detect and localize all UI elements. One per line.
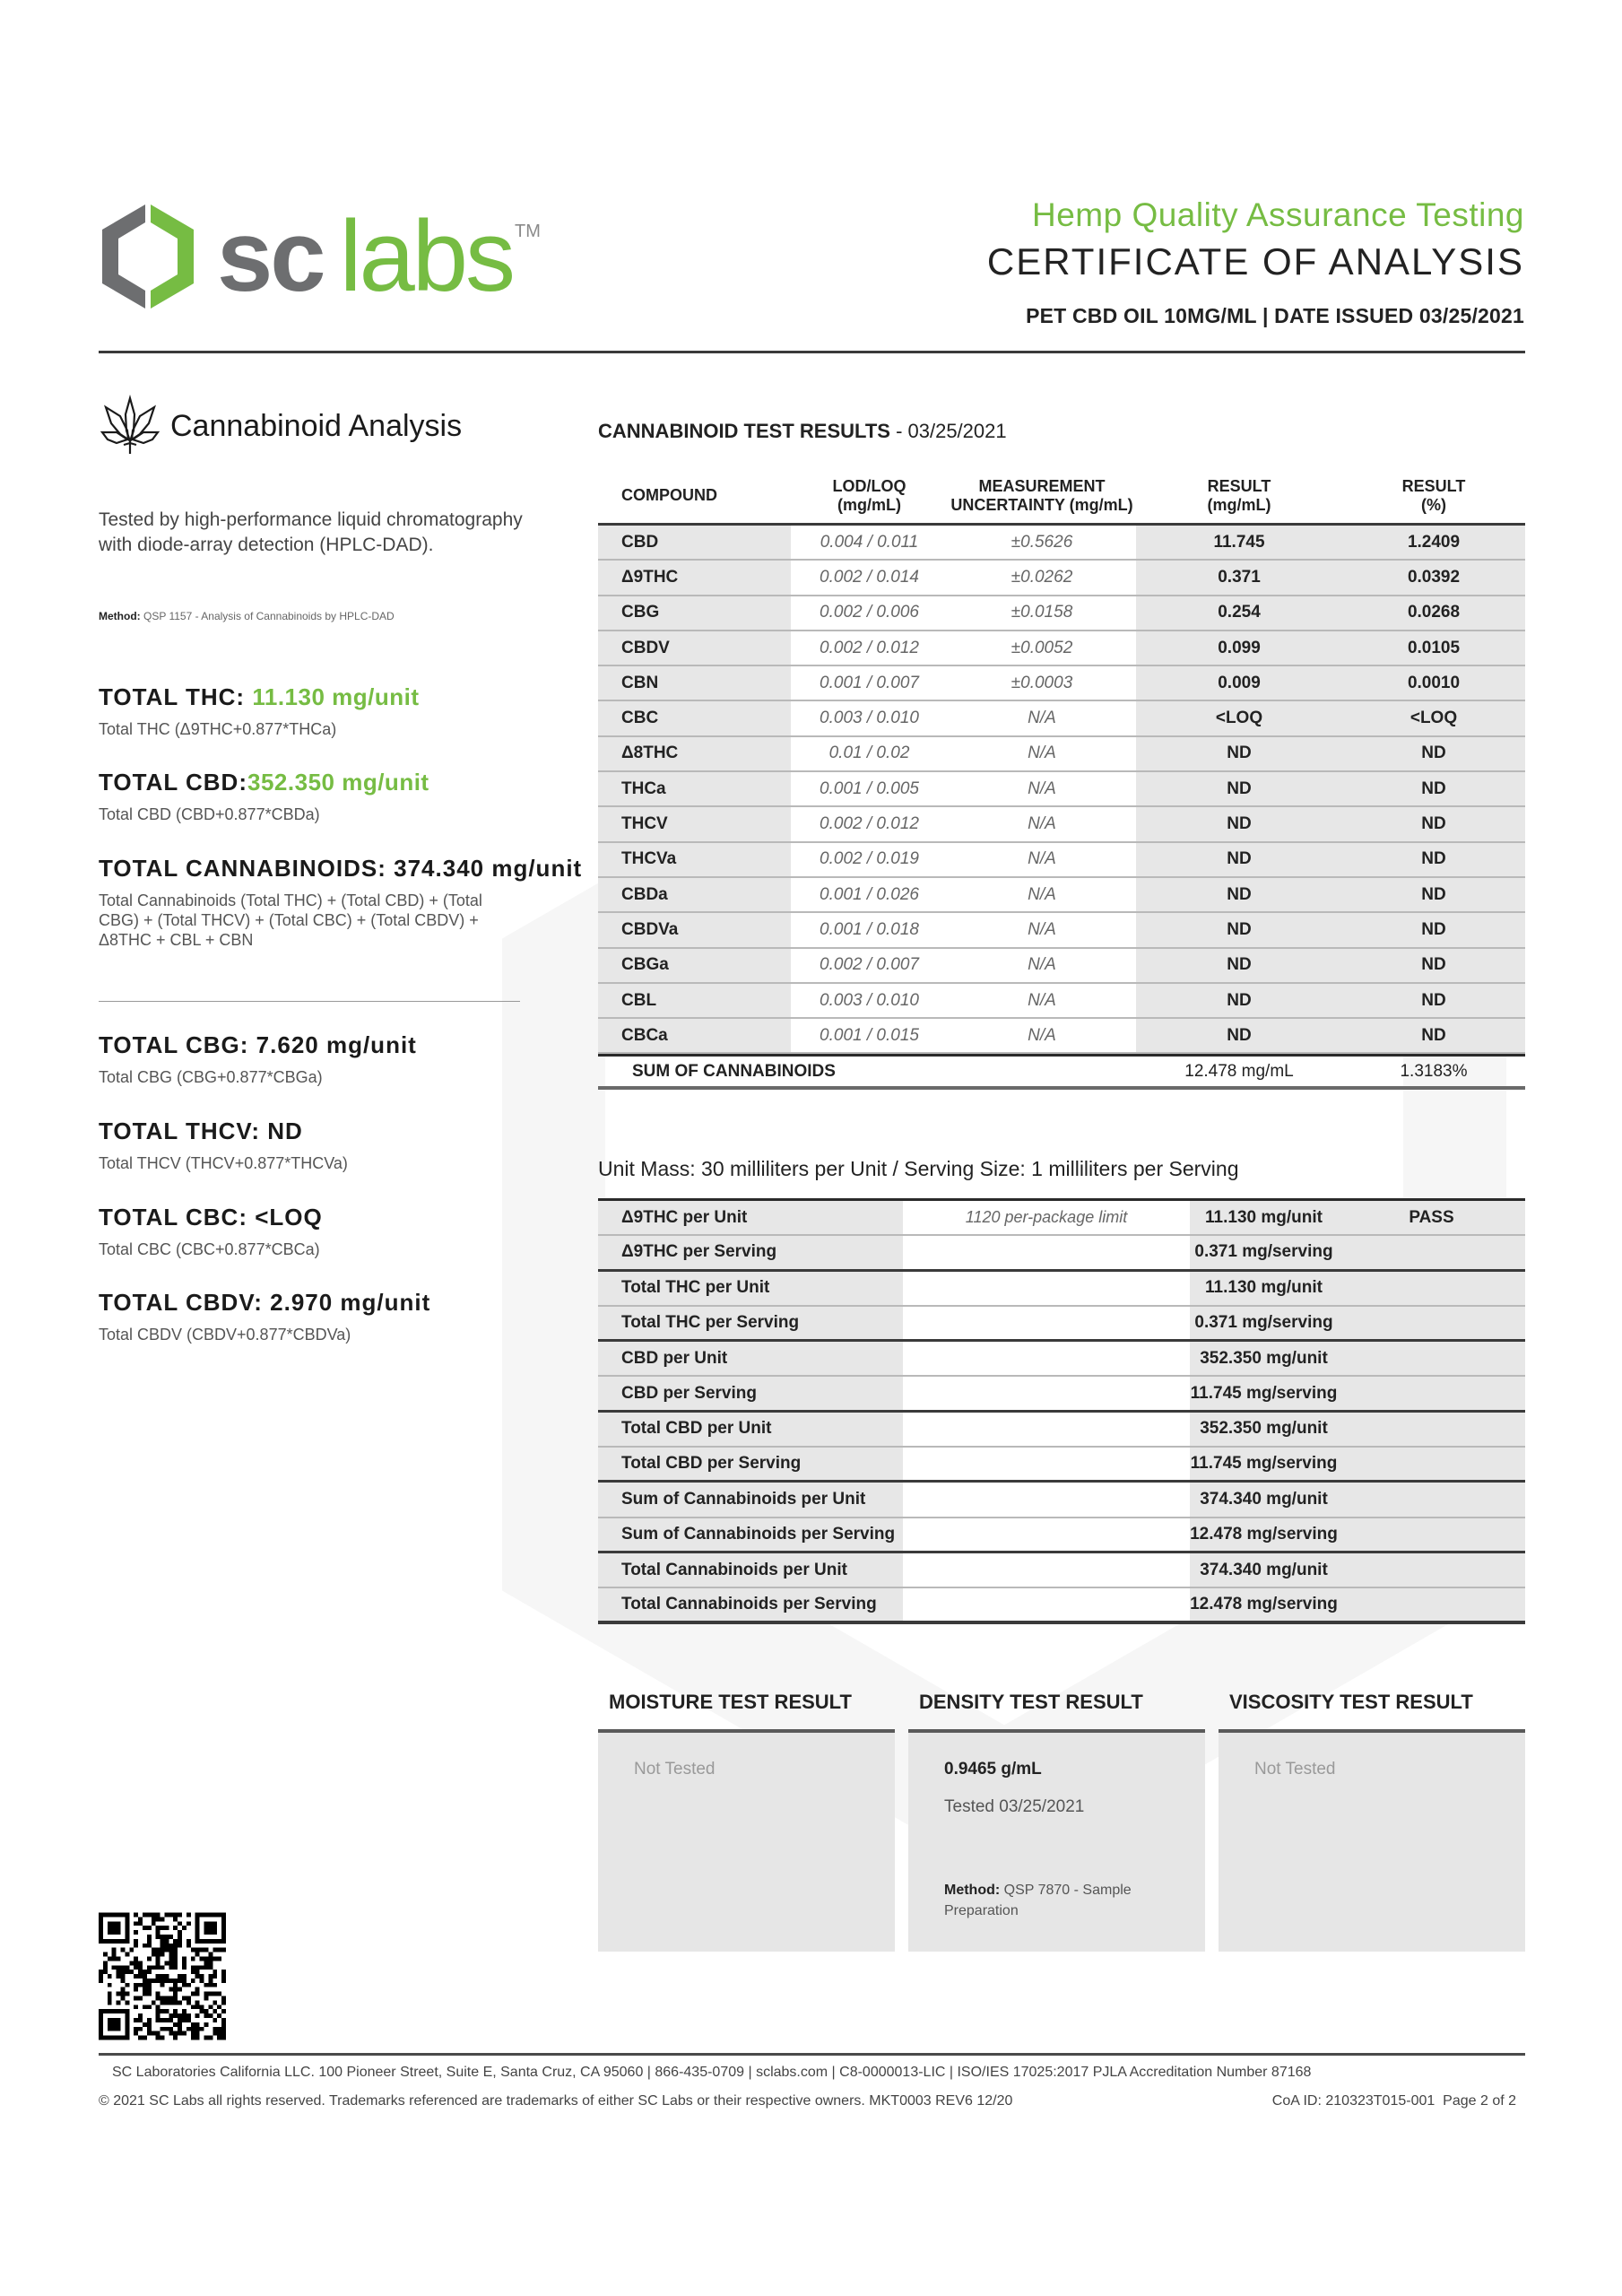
moisture-test (598, 1686, 895, 1952)
unit-label-cell: Sum of Cannabinoids per Serving (621, 1524, 896, 1544)
table-row (598, 666, 1525, 701)
unit-status-cell (1338, 1272, 1525, 1305)
result-pct-cell: 0.0105 (1407, 638, 1461, 657)
compound-cell: CBG (621, 603, 660, 622)
unit-value-cell: 12.478 mg/serving (1190, 1524, 1338, 1544)
table-title-date: - 03/25/2021 (896, 420, 1007, 442)
unit-status-cell (1338, 1342, 1525, 1375)
total-formula: Total CBC (CBC+0.877*CBCa) (99, 1240, 320, 1258)
uncertainty-cell: N/A (948, 1019, 1136, 1052)
unit-table-row (598, 1518, 1525, 1553)
moisture-body (598, 1729, 895, 1952)
unit-limit-cell: 1120 per-package limit (903, 1201, 1190, 1234)
result-mg-cell: ND (1227, 849, 1252, 869)
left-divider (99, 1001, 520, 1002)
lod-loq-cell: 0.003 / 0.010 (791, 984, 948, 1017)
unit-label-cell: Δ9THC per Serving (621, 1242, 777, 1262)
lod-loq-cell: 0.001 / 0.026 (791, 878, 948, 911)
result-pct-cell: ND (1421, 744, 1446, 763)
unit-label-cell: Total THC per Unit (621, 1278, 770, 1298)
total-label: TOTAL THCV: (99, 1118, 260, 1144)
table-row (598, 701, 1525, 736)
unit-table-row (598, 1272, 1525, 1307)
viscosity-title: VISCOSITY TEST RESULT (1229, 1691, 1473, 1713)
result-mg-cell: <LOQ (1215, 709, 1263, 728)
compound-cell: CBCa (621, 1025, 668, 1045)
unit-limit-cell (903, 1342, 1190, 1375)
total-cbc (99, 1204, 323, 1259)
total-cbd (99, 769, 429, 824)
table-row (598, 772, 1525, 807)
cannabis-leaf-icon (100, 395, 160, 457)
coa-id: CoA ID: 210323T015-001 (1271, 2093, 1436, 2109)
uncertainty-cell: N/A (948, 737, 1136, 770)
column-header-lod-loq: LOD/LOQ (mg/mL) (832, 476, 906, 514)
unit-value-cell: 374.340 mg/unit (1200, 1490, 1328, 1509)
unit-limit-cell (903, 1483, 1190, 1516)
uncertainty-cell: ±0.5626 (948, 526, 1136, 559)
unit-table-row (598, 1483, 1525, 1518)
column-header-result-pct: RESULT (%) (1401, 476, 1466, 514)
result-mg-cell: ND (1227, 1025, 1252, 1045)
total-label: TOTAL THC: (99, 683, 246, 710)
table-row (598, 596, 1525, 631)
compound-cell: CBC (621, 709, 659, 728)
result-pct-cell: ND (1421, 814, 1446, 834)
unit-value-cell: 352.350 mg/unit (1200, 1348, 1328, 1368)
unit-label-cell: Total Cannabinoids per Unit (621, 1560, 847, 1579)
unit-limit-cell (903, 1307, 1190, 1339)
unit-label-cell: Total CBD per Serving (621, 1454, 802, 1474)
unit-table (598, 1198, 1525, 1624)
document-header (987, 193, 1524, 329)
table-row (598, 913, 1525, 948)
result-pct-cell: ND (1421, 919, 1446, 939)
unit-status-cell (1338, 1236, 1525, 1268)
total-label: TOTAL CBG: (99, 1031, 249, 1058)
total-cannabinoids (99, 855, 582, 950)
lod-loq-cell: 0.004 / 0.011 (791, 526, 948, 559)
result-mg-cell: 11.745 (1213, 532, 1265, 552)
table-header (598, 468, 1525, 526)
unit-table-row (598, 1413, 1525, 1448)
result-pct-cell: ND (1421, 778, 1446, 798)
total-value: <LOQ (255, 1204, 323, 1231)
logo-trademark: TM (515, 222, 541, 241)
unit-value-cell: 0.371 mg/serving (1194, 1242, 1333, 1262)
total-label: TOTAL CBD: (99, 769, 247, 796)
table-row (598, 878, 1525, 913)
result-mg-cell: ND (1227, 990, 1252, 1010)
unit-table-row (598, 1201, 1525, 1236)
total-label: TOTAL CBDV: (99, 1289, 263, 1316)
method-text: QSP 1157 - Analysis of Cannabinoids by HPLC-DAD (143, 610, 395, 622)
sum-row (598, 1054, 1525, 1090)
date-issued: DATE ISSUED 03/25/2021 (1274, 304, 1524, 327)
total-value: 11.130 mg/unit (252, 683, 420, 710)
unit-label-cell: CBD per Serving (621, 1383, 757, 1403)
compound-cell: CBN (621, 673, 659, 692)
unit-label-cell: Total Cannabinoids per Serving (621, 1594, 877, 1613)
result-mg-cell: 0.371 (1218, 567, 1261, 587)
lod-loq-cell: 0.002 / 0.014 (791, 561, 948, 594)
unit-value-cell: 11.745 mg/serving (1190, 1454, 1338, 1474)
result-mg-cell: ND (1227, 884, 1252, 904)
total-formula: Total CBD (CBD+0.877*CBDa) (99, 805, 320, 823)
unit-status-cell (1338, 1588, 1525, 1620)
document-title: CERTIFICATE OF ANALYSIS (986, 240, 1524, 283)
analysis-description: Tested by high-performance liquid chromatography with diode-array detection (HPLC-DAD). (99, 509, 523, 555)
result-mg-cell: ND (1227, 778, 1252, 798)
compound-cell: CBD (621, 532, 659, 552)
viscosity-body (1219, 1729, 1525, 1952)
unit-limit-cell (903, 1553, 1190, 1587)
uncertainty-cell: N/A (948, 772, 1136, 805)
result-mg-cell: 0.099 (1218, 638, 1261, 657)
compound-cell: CBDVa (621, 919, 679, 939)
total-cbdv (99, 1289, 430, 1344)
compound-cell: CBL (621, 990, 657, 1010)
total-formula: Total THCV (THCV+0.877*THCVa) (99, 1154, 348, 1172)
header-meta (987, 302, 1524, 329)
total-formula: Total THC (Δ9THC+0.877*THCa) (99, 720, 337, 738)
unit-limit-cell (903, 1236, 1190, 1268)
total-label: TOTAL CBC: (99, 1204, 247, 1231)
table-row (598, 631, 1525, 666)
method-label: Method: (99, 610, 141, 622)
footer-copyright: © 2021 SC Labs all rights reserved. Trademarks referenced are trademarks of either SC Labs or their respective owners. MKT0003 REV6 12/20 (99, 2093, 1013, 2109)
uncertainty-cell: N/A (948, 843, 1136, 876)
unit-status-cell (1338, 1307, 1525, 1339)
footer-divider (99, 2053, 1525, 2056)
result-pct-cell: 0.0268 (1407, 603, 1461, 622)
density-value: 0.9465 g/mL (944, 1760, 1042, 1779)
total-formula: Total Cannabinoids (Total THC) + (Total CBD) + (Total CBG) + (Total THCV) + (Total CBC) + (Total CBDV) + Δ8THC + CBL + CBN (99, 891, 482, 949)
uncertainty-cell: N/A (948, 878, 1136, 911)
lod-loq-cell: 0.002 / 0.006 (791, 596, 948, 630)
table-title-text: CANNABINOID TEST RESULTS (598, 420, 890, 442)
header-separator: | (1262, 304, 1269, 327)
compound-cell: CBDV (621, 638, 670, 657)
unit-table-row (598, 1448, 1525, 1483)
uncertainty-cell: N/A (948, 701, 1136, 735)
lod-loq-cell: 0.002 / 0.019 (791, 843, 948, 876)
table-body (598, 526, 1525, 1054)
unit-value-cell: 12.478 mg/serving (1190, 1594, 1338, 1613)
result-pct-cell: ND (1421, 884, 1446, 904)
unit-status-cell (1338, 1518, 1525, 1551)
unit-status-cell (1338, 1377, 1525, 1409)
compound-cell: THCVa (621, 849, 677, 869)
unit-status-cell (1338, 1483, 1525, 1516)
lod-loq-cell: 0.001 / 0.015 (791, 1019, 948, 1052)
unit-limit-cell (903, 1272, 1190, 1305)
unit-limit-cell (903, 1413, 1190, 1446)
compound-cell: CBGa (621, 955, 669, 975)
unit-limit-cell (903, 1518, 1190, 1551)
header-divider (99, 351, 1525, 353)
density-tested-date: Tested 03/25/2021 (944, 1797, 1085, 1816)
unit-table-row (598, 1307, 1525, 1342)
unit-value-cell: 11.130 mg/unit (1205, 1207, 1323, 1227)
lod-loq-cell: 0.003 / 0.010 (791, 701, 948, 735)
compound-cell: Δ9THC (621, 567, 679, 587)
unit-label-cell: CBD per Unit (621, 1348, 728, 1368)
lod-loq-cell: 0.002 / 0.007 (791, 949, 948, 982)
unit-value-cell: 374.340 mg/unit (1200, 1560, 1328, 1579)
total-value: 352.350 mg/unit (247, 769, 429, 796)
result-mg-cell: ND (1227, 814, 1252, 834)
unit-label-cell: Total CBD per Unit (621, 1419, 772, 1439)
page-number: Page 2 of 2 (1443, 2093, 1516, 2109)
table-row (598, 1019, 1525, 1054)
analysis-heading (100, 395, 462, 457)
uncertainty-cell: N/A (948, 807, 1136, 840)
uncertainty-cell: ±0.0262 (948, 561, 1136, 594)
logo-sc-text: sc (217, 200, 324, 312)
density-title: DENSITY TEST RESULT (919, 1691, 1143, 1713)
lod-loq-cell: 0.001 / 0.007 (791, 666, 948, 700)
cannabinoid-table (598, 468, 1525, 1090)
unit-value-cell: 11.745 mg/serving (1190, 1383, 1338, 1403)
sum-label: SUM OF CANNABINOIDS (632, 1061, 836, 1081)
table-row (598, 843, 1525, 878)
unit-table-row (598, 1236, 1525, 1271)
unit-table-row (598, 1342, 1525, 1377)
result-pct-cell: 1.2409 (1407, 532, 1461, 552)
table-row (598, 526, 1525, 561)
lod-loq-cell: 0.01 / 0.02 (791, 737, 948, 770)
qr-code-icon[interactable] (99, 1910, 226, 2042)
footer-address: SC Laboratories California LLC. 100 Pioneer Street, Suite E, Santa Cruz, CA 95060 | 866-435-0709 | sclabs.com | C8-0000013-LIC | ISO/IES 17025:2017 PJLA Accreditation Number 87168 (112, 2065, 1312, 2080)
result-pct-cell: ND (1421, 955, 1446, 975)
cannabinoid-table-title (598, 420, 1007, 443)
result-pct-cell: 0.0010 (1407, 673, 1461, 692)
unit-status-cell (1338, 1413, 1525, 1446)
unit-status-cell: PASS (1409, 1207, 1454, 1227)
compound-cell: CBDa (621, 884, 668, 904)
density-body (908, 1729, 1205, 1952)
unit-limit-cell (903, 1448, 1190, 1480)
column-header-compound: COMPOUND (621, 486, 717, 504)
unit-value-cell: 11.130 mg/unit (1205, 1278, 1323, 1298)
logo-labs-text: labs (339, 200, 514, 312)
density-method (944, 1880, 1169, 1921)
lod-loq-cell: 0.001 / 0.005 (791, 772, 948, 805)
result-mg-cell: ND (1227, 955, 1252, 975)
table-row (598, 561, 1525, 596)
unit-label-cell: Δ9THC per Unit (621, 1207, 748, 1227)
unit-limit-cell (903, 1377, 1190, 1409)
result-pct-cell: ND (1421, 1025, 1446, 1045)
total-label: TOTAL CANNABINOIDS: (99, 855, 386, 882)
table-row (598, 949, 1525, 984)
lod-loq-cell: 0.002 / 0.012 (791, 631, 948, 665)
lod-loq-cell: 0.001 / 0.018 (791, 913, 948, 946)
result-pct-cell: 0.0392 (1407, 567, 1461, 587)
sc-labs-logo (99, 199, 541, 314)
result-pct-cell: ND (1421, 849, 1446, 869)
total-thc (99, 683, 420, 739)
density-method-text: QSP 7870 - Sample Preparation (944, 1883, 1132, 1918)
uncertainty-cell: ±0.0158 (948, 596, 1136, 630)
unit-table-row (598, 1553, 1525, 1588)
uncertainty-cell: N/A (948, 984, 1136, 1017)
table-row (598, 807, 1525, 842)
unit-value-cell: 352.350 mg/unit (1200, 1419, 1328, 1439)
sum-result-mg: 12.478 mg/mL (1184, 1061, 1294, 1081)
unit-table-row (598, 1588, 1525, 1623)
total-value: 7.620 mg/unit (256, 1031, 417, 1058)
unit-value-cell: 0.371 mg/serving (1194, 1313, 1333, 1333)
result-mg-cell: 0.254 (1218, 603, 1261, 622)
unit-table-row (598, 1377, 1525, 1412)
result-pct-cell: <LOQ (1409, 709, 1458, 728)
sum-result-pct: 1.3183% (1400, 1061, 1468, 1081)
uncertainty-cell: ±0.0052 (948, 631, 1136, 665)
column-header-uncertainty: MEASUREMENT UNCERTAINTY (mg/mL) (950, 476, 1133, 514)
moisture-result: Not Tested (634, 1760, 716, 1779)
result-mg-cell: 0.009 (1218, 673, 1261, 692)
hexagon-logo-icon (99, 199, 197, 314)
unit-mass-title: Unit Mass: 30 milliliters per Unit / Serving Size: 1 milliliters per Serving (598, 1157, 1239, 1180)
compound-cell: THCV (621, 814, 668, 834)
header-subtitle: Hemp Quality Assurance Testing (1031, 196, 1524, 233)
total-cbg (99, 1031, 417, 1087)
uncertainty-cell: N/A (948, 913, 1136, 946)
viscosity-result: Not Tested (1254, 1760, 1336, 1779)
total-value: 374.340 mg/unit (394, 855, 583, 882)
moisture-title: MOISTURE TEST RESULT (609, 1691, 852, 1713)
unit-status-cell (1338, 1448, 1525, 1480)
compound-cell: Δ8THC (621, 744, 679, 763)
result-mg-cell: ND (1227, 744, 1252, 763)
total-value: 2.970 mg/unit (270, 1289, 431, 1316)
column-header-result-mg: RESULT (mg/mL) (1207, 476, 1271, 514)
total-formula: Total CBG (CBG+0.877*CBGa) (99, 1068, 323, 1086)
viscosity-test (1219, 1686, 1525, 1952)
result-pct-cell: ND (1421, 990, 1446, 1010)
total-value: ND (267, 1118, 303, 1144)
lod-loq-cell: 0.002 / 0.012 (791, 807, 948, 840)
analysis-method (99, 610, 395, 622)
table-row (598, 984, 1525, 1019)
unit-limit-cell (903, 1588, 1190, 1620)
unit-label-cell: Sum of Cannabinoids per Unit (621, 1490, 866, 1509)
density-test (908, 1686, 1205, 1952)
unit-status-cell (1338, 1553, 1525, 1587)
compound-cell: THCa (621, 778, 666, 798)
analysis-title: Cannabinoid Analysis (170, 408, 463, 443)
footer-coa (1272, 2093, 1516, 2109)
density-method-label: Method: (944, 1883, 1001, 1898)
table-row (598, 737, 1525, 772)
uncertainty-cell: ±0.0003 (948, 666, 1136, 700)
product-name: PET CBD OIL 10MG/ML (1026, 304, 1257, 327)
result-mg-cell: ND (1227, 919, 1252, 939)
total-thcv (99, 1118, 348, 1173)
total-formula: Total CBDV (CBDV+0.877*CBDVa) (99, 1326, 351, 1344)
uncertainty-cell: N/A (948, 949, 1136, 982)
unit-label-cell: Total THC per Serving (621, 1313, 800, 1333)
